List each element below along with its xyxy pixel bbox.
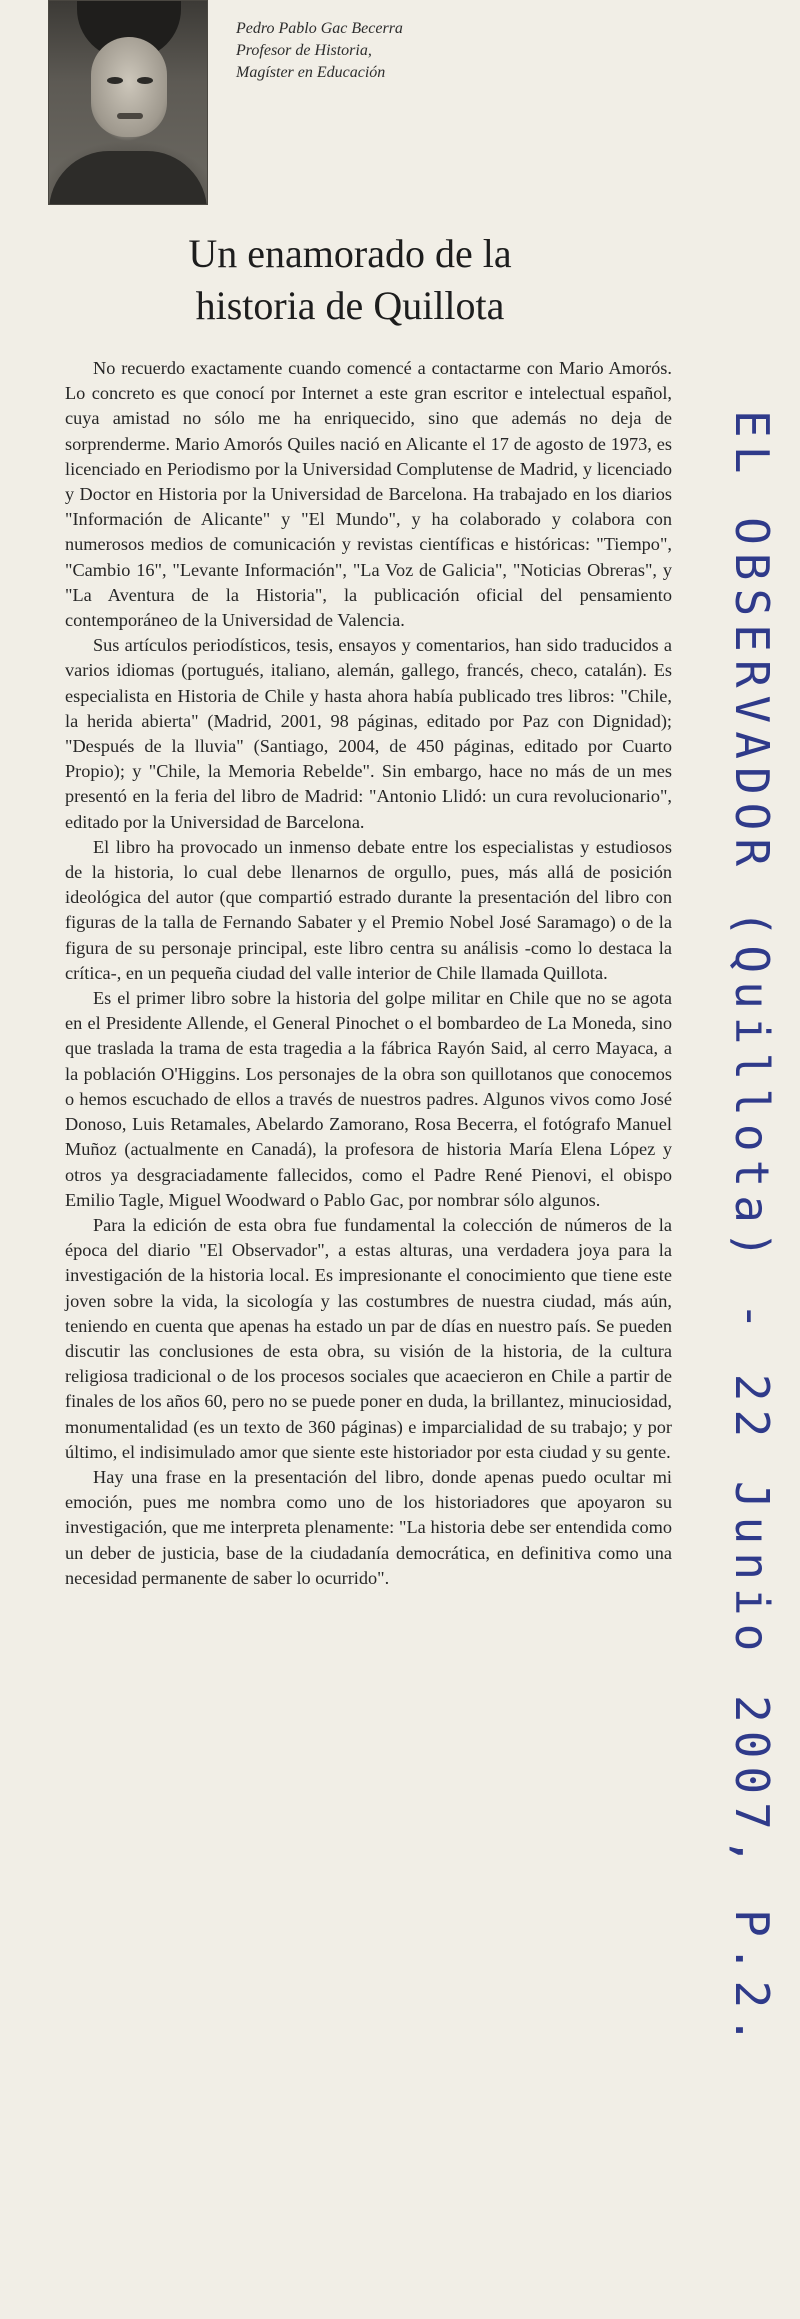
- article-body: [65, 356, 672, 1591]
- paragraph-5: Para la edición de esta obra fue fundamental la colección de números de la época del diario "El Observador", a estas alturas, una verdadera joya para la investigación de la historia local. Es impresionante el conocimiento que tiene este joven sobre la vida, la sicología y las costumbres de nuestra ciudad, más aún, teniendo en cuenta que apenas ha estado un par de días en nuestro país. Se pueden discutir las conclusiones de esta obra, su visión de la historia, de la cultura religiosa tradicional o de los procesos sociales que acaecieron en Chile a partir de finales de los años 60, pero no se puede poner en duda, la brillantez, minuciosidad, monumentalidad (es un texto de 360 páginas) e imparcialidad de su trabajo; y por último, el indisimulado amor que siente este historiador por esta ciudad y su gente.: [65, 1214, 672, 1462]
- handwritten-source-note: EL OBSERVADOR (Quillota) - 22 Junio 2007, P.2.: [725, 410, 779, 2052]
- headline-line-2: historia de Quillota: [195, 283, 505, 328]
- paragraph-2: Sus artículos periodísticos, tesis, ensayos y comentarios, han sido traducidos a varios idiomas (portugués, italiano, alemán, gallego, francés, checo, catalán). Es especialista en Historia de Chile y hasta ahora había publicado tres libros: "Chile, la herida abierta" (Madrid, 2001, 98 páginas, editado por Paz con Dignidad); "Después de la lluvia" (Santiago, 2004, de 450 páginas, editado por Cuarto Propio); y "Chile, la Memoria Rebelde". Sin embargo, hace no más de un mes presentó en la feria del libro de Madrid: "Antonio Llidó: un cura revolucionario", editado por la Universidad de Barcelona.: [65, 635, 672, 832]
- paragraph-3: El libro ha provocado un inmenso debate entre los especialistas y estudiosos de la historia, lo cual debe llenarnos de orgullo, pues, más allá de posición ideológica del autor (que compartió estrado durante la presentación del libro con figuras de la talla de Fernando Sabater y el Premio Nobel José Saramago) o de la figura de su personaje principal, este libro centra su análisis -como lo destaca la crítica-, en un pequeña ciudad del valle interior de Chile llamada Quillota.: [65, 836, 672, 983]
- article-headline: [80, 228, 620, 332]
- paragraph-6: Hay una frase en la presentación del libro, donde apenas puedo ocultar mi emoción, pues me nombra como uno de los historiadores que apoyaron su investigación, que me interpreta plenamente: "La historia debe ser entendida como un deber de justicia, base de la ciudadanía democrática, en definitiva como una necesidad permanente de saber lo ocurrido".: [65, 1466, 672, 1588]
- paragraph-4: Es el primer libro sobre la historia del golpe militar en Chile que no se agota en el Presidente Allende, el General Pinochet o el bombardeo de La Moneda, sino que traslada la trama de esta tragedia a la fábrica Rayón Said, al cerro Mayaca, a la población O'Higgins. Los personajes de la obra son quillotanos que conocemos o hemos escuchado de ellos a través de nuestros padres. Algunos vivos como José Donoso, Luis Retamales, Abelardo Zamorano, Rosa Becerra, el fotógrafo Manuel Muñoz (actualmente en Canadá), la profesora de historia María Elena López y otros ya desgraciadamente fallecidos, como el Padre René Pienovi, el obispo Emilio Tagle, Miguel Woodward o Pablo Gac, por nombrar sólo algunos.: [65, 988, 672, 1210]
- author-name: Pedro Pablo Gac Becerra: [236, 20, 403, 37]
- headline-line-1: Un enamorado de la: [188, 231, 512, 276]
- paragraph-1: No recuerdo exactamente cuando comencé a contactarme con Mario Amorós. Lo concreto es que conocí por Internet a este gran escritor e intelectual español, cuya amistad no sólo me ha enriquecido, sino que además no deja de sorprenderme. Mario Amorós Quiles nació en Alicante el 17 de agosto de 1973, es licenciado en Periodismo por la Universidad Complutense de Madrid, y licenciado y Doctor en Historia por la Universidad de Barcelona. Ha trabajado en los diarios "Información de Alicante" y "El Mundo", y ha colaborado y colabora con numerosos medios de comunicación y revistas científicas e históricas: "Tiempo", "Cambio 16", "Levante Información", "La Voz de Galicia", "Noticias Obreras", y "La Aventura de la Historia", la publicación oficial del pensamiento contemporáneo de la Universidad de Valencia.: [65, 358, 672, 631]
- author-role: Profesor de Historia,: [236, 42, 372, 59]
- author-photo: [48, 0, 208, 205]
- byline: [236, 18, 403, 84]
- author-degree: Magíster en Educación: [236, 64, 386, 81]
